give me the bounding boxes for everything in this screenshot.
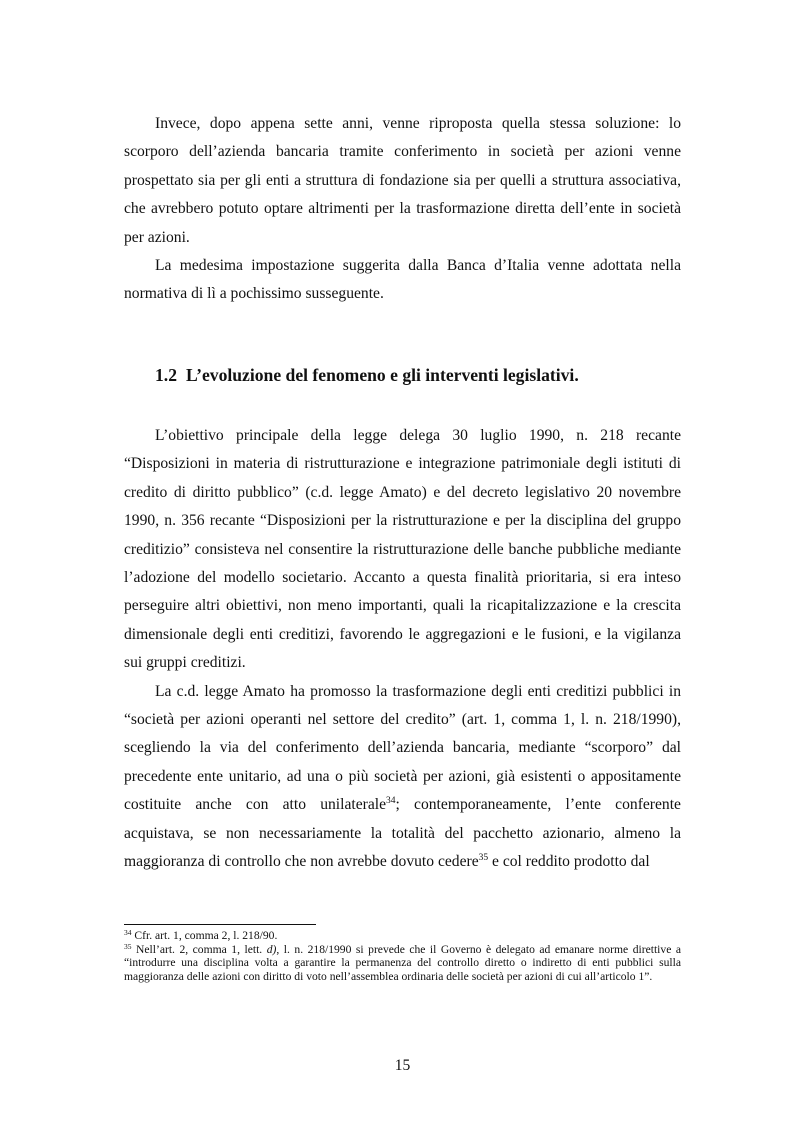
footnote-text: Nell’art. 2, comma 1, lett. <box>131 942 267 956</box>
footnote-34 <box>124 929 681 943</box>
body-paragraph: La medesima impostazione suggerita dalla Banca d’Italia venne adottata nella normativa di lì a pochissimo susseguente. <box>124 257 681 303</box>
footnote-separator <box>124 924 316 925</box>
footnote-number: 34 <box>124 928 132 937</box>
footnote-35 <box>124 943 681 984</box>
section-number: 1.2 <box>155 365 177 385</box>
section-heading <box>155 361 579 389</box>
section-title-text: L’evoluzione del fenomeno e gli interventi legislativi. <box>186 365 579 385</box>
footnotes <box>124 929 681 983</box>
page-number: 15 <box>394 1057 411 1074</box>
paragraph-text: La c.d. legge Amato ha promosso la trasformazione degli enti creditizi pubblici in “società per azioni operanti nel settore del credito” (art. 1, comma 1, l. n. 218/1990), scegliendo la via del conferimento dell’azienda bancaria, mediante “scorporo” dal precedente ente unitario, ad una o più società per azioni, già esistenti o appositamente costituite anche con atto unilaterale <box>124 682 681 814</box>
intro-text-block <box>124 110 681 309</box>
footnote-italic-text: d) <box>266 942 277 956</box>
footnote-ref-34: 34 <box>386 796 396 807</box>
footnote-text: , l. n. 218/1990 si prevede che il Governo è delegato ad emanare norme direttive a “introdurre una disciplina volta a garantire la permanenza del controllo diretto o indiretto di enti pubblici sulla maggioranza delle azioni con diritto di voto nell’assemblea ordinaria delle società per azioni di cui all’articolo 1”. <box>124 942 681 983</box>
section-text-block <box>124 422 681 877</box>
paragraph-text: ; contemporaneamente, l’ente conferente acquistava, se non necessariamente la totalità del pacchetto azionario, almeno la maggioranza di controllo che non avrebbe dovuto cedere <box>124 796 681 871</box>
body-paragraph <box>124 678 681 877</box>
body-paragraph: Invece, dopo appena sette anni, venne riproposta quella stessa soluzione: lo scorporo dell’azienda bancaria tramite conferimento in società per azioni venne prospettato sia per gli enti a struttura di fondazione sia per quelli a struttura associativa, che avrebbero potuto optare altrimenti per la trasformazione diretta dell’ente in società per azioni. <box>124 115 681 246</box>
body-paragraph: L’obiettivo principale della legge delega 30 luglio 1990, n. 218 recante “Disposizioni in materia di ristrutturazione e integrazione patrimoniale degli istituti di credito di diritto pubblico” (c.d. legge Amato) e del decreto legislativo 20 novembre 1990, n. 356 recante “Disposizioni per la ristrutturazione e per la disciplina del gruppo creditizio” consisteva nel consentire la ristrutturazione delle banche pubbliche mediante l’adozione del modello societario. Accanto a questa finalità prioritaria, si era inteso perseguire altri obiettivi, non meno importanti, quali la ricapitalizzazione e la crescita dimensionale degli enti creditizi, favorendo le aggregazioni e le fusioni, e la vigilanza sui gruppi creditizi. <box>124 427 681 672</box>
footnote-ref-35: 35 <box>478 853 489 864</box>
footnote-text: Cfr. art. 1, comma 2, l. 218/90. <box>131 929 278 942</box>
footnote-number: 35 <box>124 941 132 951</box>
paragraph-text: e col reddito prodotto dal <box>488 853 650 871</box>
